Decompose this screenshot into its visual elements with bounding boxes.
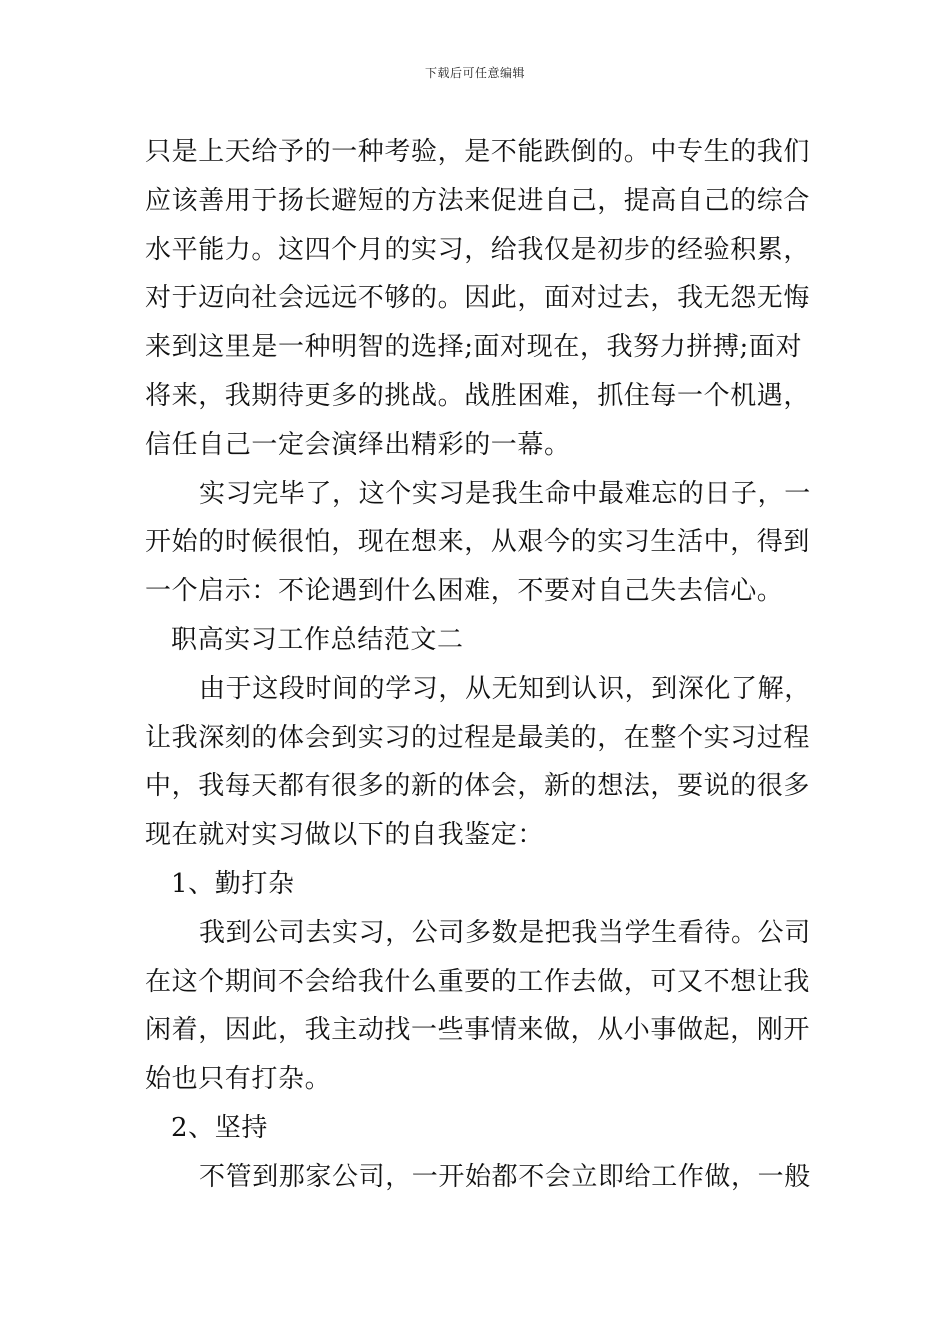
subheading-2: 2、坚持 (171, 1112, 268, 1143)
section-heading: 职高实习工作总结范文二 (171, 624, 464, 655)
text-line: 水平能力。这四个月的实习，给我仅是初步的经验积累， (145, 234, 811, 265)
text-line: 让我深刻的体会到实习的过程是最美的，在整个实习过程 (145, 722, 811, 753)
document-body (145, 128, 815, 1202)
paragraph-start-line: 不管到那家公司，一开始都不会立即给工作做，一般 (199, 1161, 811, 1192)
text-line: 信任自己一定会演绎出精彩的一幕。 (145, 429, 571, 460)
text-line: 一个启示：不论遇到什么困难，不要对自己失去信心。 (145, 576, 784, 607)
text-line: 开始的时候很怕，现在想来，从艰今的实习生活中，得到 (145, 527, 811, 558)
page-header: 下载后可任意编辑 (424, 66, 525, 80)
subheading-1: 1、勤打杂 (171, 868, 295, 899)
text-line: 在这个期间不会给我什么重要的工作去做，可又不想让我 (145, 966, 811, 997)
paragraph-start-line: 我到公司去实习，公司多数是把我当学生看待。公司 (199, 917, 811, 948)
text-line: 对于迈向社会远远不够的。因此，面对过去，我无怨无悔 (145, 283, 811, 314)
text-line: 只是上天给予的一种考验，是不能跌倒的。中专生的我们 (145, 137, 811, 167)
paragraph-start-line: 由于这段时间的学习，从无知到认识，到深化了解， (199, 673, 811, 704)
text-line: 来到这里是一种明智的选择;面对现在，我努力拼搏;面对 (145, 332, 803, 363)
text-line: 将来，我期待更多的挑战。战胜困难，抓住每一个机遇， (145, 380, 811, 411)
text-line: 闲着，因此，我主动找一些事情来做，从小事做起，刚开 (145, 1015, 811, 1046)
text-line: 应该善用于扬长避短的方法来促进自己，提高自己的综合 (145, 185, 811, 216)
text-line: 中，我每天都有很多的新的体会，新的想法，要说的很多 (145, 771, 811, 802)
text-line: 始也只有打杂。 (145, 1064, 332, 1095)
paragraph-start-line: 实习完毕了，这个实习是我生命中最难忘的日子，一 (199, 478, 811, 509)
text-line: 现在就对实习做以下的自我鉴定： (145, 820, 545, 851)
